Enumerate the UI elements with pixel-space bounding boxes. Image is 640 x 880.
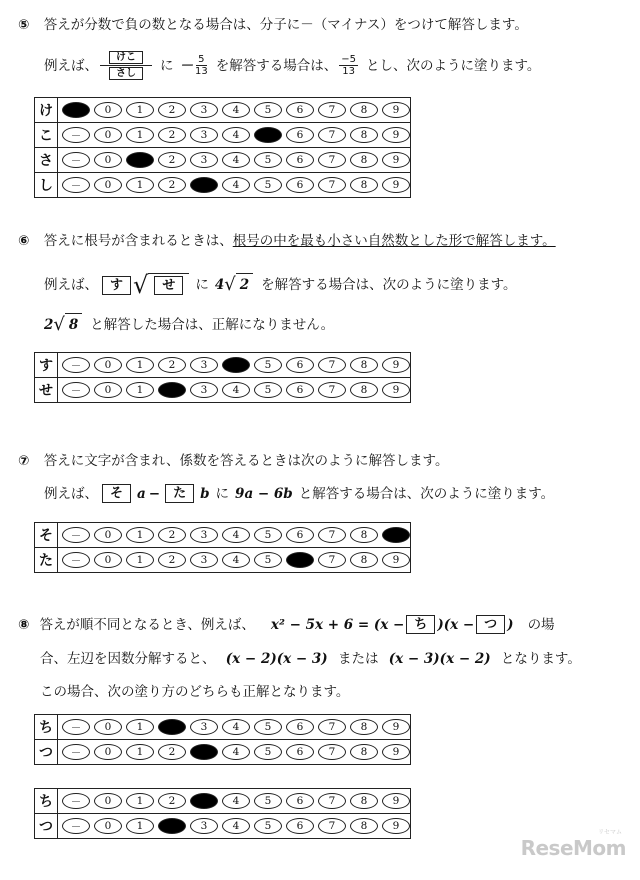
bubble[interactable]: 8 [350, 744, 378, 760]
fraction-numerator-box: けこ [109, 51, 143, 64]
bubble[interactable]: 0 [94, 102, 122, 118]
bubble-filled[interactable]: 9 [382, 527, 410, 543]
bubble-filled[interactable]: 3 [190, 744, 218, 760]
written-numerator: −5 [341, 54, 356, 65]
bubble[interactable]: 4 [222, 127, 250, 143]
bubble[interactable]: 1 [126, 719, 154, 735]
answer-row [35, 715, 410, 740]
bubble[interactable]: 4 [222, 719, 250, 735]
bubble[interactable]: 0 [94, 719, 122, 735]
bubble[interactable]: 2 [158, 527, 186, 543]
radical: √ せ [133, 273, 189, 297]
equation-end: ) [507, 616, 514, 633]
factorization-1: (x − 2)(x − 3) [225, 651, 328, 667]
bubble[interactable]: 2 [158, 177, 186, 193]
bubble[interactable]: 4 [222, 382, 250, 398]
section-text: 答えに文字が含まれ、係数を答えるときは次のように解答します。 [43, 453, 449, 469]
line-text-end: となります。 [500, 651, 581, 667]
bubble[interactable]: 8 [350, 382, 378, 398]
example-text: と解答する場合は、次のように塗ります。 [298, 485, 555, 502]
bubble[interactable]: 4 [222, 793, 250, 809]
bubble[interactable]: 7 [318, 177, 346, 193]
bubble[interactable]: 7 [318, 527, 346, 543]
bubble[interactable]: 3 [190, 818, 218, 834]
bubble-filled[interactable]: 6 [286, 552, 314, 568]
bubble[interactable]: 5 [254, 382, 282, 398]
particle-ni: に [195, 277, 209, 293]
row-label: す [35, 353, 58, 377]
bubble[interactable]: 8 [350, 527, 378, 543]
bubble-filled[interactable]: 2 [158, 382, 186, 398]
bubble[interactable]: 2 [158, 744, 186, 760]
section-8-line-2 [40, 650, 581, 668]
bubble[interactable]: 0 [94, 818, 122, 834]
bubble[interactable]: 9 [382, 102, 410, 118]
answer-sheet-5 [34, 97, 411, 198]
bubble-filled[interactable]: 3 [190, 793, 218, 809]
row-label: つ [35, 740, 58, 764]
answer-row [35, 740, 410, 764]
bubble[interactable]: 9 [382, 177, 410, 193]
bubble[interactable]: 0 [94, 382, 122, 398]
bubble[interactable]: 2 [158, 357, 186, 373]
example-expression: 9a − 6b [235, 485, 293, 502]
bubble[interactable]: 6 [286, 357, 314, 373]
answer-row [35, 98, 410, 123]
answer-row [35, 123, 410, 148]
bubble[interactable]: 9 [382, 744, 410, 760]
written-denominator: 13 [342, 66, 355, 77]
value-fraction [195, 54, 208, 77]
bubble[interactable]: 9 [382, 382, 410, 398]
row-label: ち [35, 715, 58, 739]
bubble[interactable]: 9 [382, 127, 410, 143]
line-text: この場合、次の塗り方のどちらも正解となります。 [40, 684, 350, 700]
bubble[interactable]: 1 [126, 102, 154, 118]
bubble[interactable]: 5 [254, 719, 282, 735]
bubble[interactable]: 9 [382, 152, 410, 168]
example-label: 例えば、 [44, 277, 98, 293]
bubble[interactable]: 7 [318, 152, 346, 168]
bubble[interactable]: 9 [382, 357, 410, 373]
bubble-filled[interactable]: 5 [254, 127, 282, 143]
particle-ni: に [215, 485, 230, 502]
bubble[interactable]: － [62, 127, 90, 143]
bubble[interactable]: 7 [318, 744, 346, 760]
answer-box-se: せ [154, 276, 183, 295]
example-text: を解答する場合は、次のように塗ります。 [261, 277, 517, 293]
answer-box-so: そ [102, 484, 131, 503]
bubble[interactable]: － [62, 177, 90, 193]
row-label: ち [35, 789, 58, 813]
bubble[interactable]: 8 [350, 719, 378, 735]
answer-sheet-6 [34, 352, 411, 403]
row-label: た [35, 548, 58, 572]
bubble-filled[interactable]: 4 [222, 357, 250, 373]
section-number: ⑤ [18, 17, 30, 33]
answer-row [35, 353, 410, 378]
bubble-filled[interactable]: 2 [158, 719, 186, 735]
answer-row [35, 523, 410, 548]
bubble[interactable]: 8 [350, 357, 378, 373]
bubble[interactable]: 1 [126, 127, 154, 143]
factorization-2: (x − 3)(x − 2) [388, 651, 491, 667]
variable-a: a [137, 485, 146, 502]
answer-row [35, 173, 410, 197]
bubble[interactable]: 4 [222, 744, 250, 760]
section-7-example [44, 484, 554, 503]
bubble[interactable]: 4 [222, 152, 250, 168]
bad-coefficient: 2 [44, 317, 54, 333]
bubble[interactable]: 3 [190, 102, 218, 118]
bubble[interactable]: 1 [126, 552, 154, 568]
bubble[interactable]: 1 [126, 527, 154, 543]
bubble[interactable]: 7 [318, 127, 346, 143]
section-8-line-3 [40, 683, 349, 701]
bubble[interactable]: 5 [254, 177, 282, 193]
conjunction: または [337, 651, 379, 667]
bubble[interactable]: 2 [158, 552, 186, 568]
bubble[interactable]: 4 [222, 552, 250, 568]
bubble[interactable]: 7 [318, 793, 346, 809]
bubble[interactable]: 9 [382, 793, 410, 809]
bubble[interactable]: 6 [286, 793, 314, 809]
answer-row [35, 148, 410, 173]
row-label: こ [35, 123, 58, 147]
bubble[interactable]: － [62, 382, 90, 398]
section-number: ⑧ [18, 616, 30, 633]
section-text: 答えが分数で負の数となる場合は、分子に－（マイナス）をつけて解答します。 [43, 17, 528, 33]
bubble[interactable]: 2 [158, 793, 186, 809]
bubble[interactable]: 8 [350, 102, 378, 118]
value-numerator: 5 [198, 54, 205, 65]
bubble[interactable]: 1 [126, 382, 154, 398]
equation-middle: )(x − [437, 616, 475, 633]
line-text: 合、左辺を因数分解すると、 [40, 651, 216, 667]
bubble[interactable]: 6 [286, 152, 314, 168]
example-text: を解答する場合は、 [215, 57, 338, 74]
bubble[interactable]: 1 [126, 177, 154, 193]
bubble[interactable]: 1 [126, 818, 154, 834]
bubble[interactable]: 0 [94, 552, 122, 568]
section-text: 答えに根号が含まれるときは、 [43, 233, 233, 249]
bubble[interactable]: － [62, 552, 90, 568]
bubble[interactable]: － [62, 818, 90, 834]
section-text-emphasis: 根号の中を最も小さい自然数とした形で解答します。 [232, 233, 556, 249]
bubble-filled[interactable]: 2 [158, 818, 186, 834]
bubble[interactable]: 7 [318, 357, 346, 373]
example-label: 例えば、 [44, 485, 98, 502]
bubble[interactable]: 1 [126, 744, 154, 760]
section-6-note [44, 313, 334, 337]
bubble[interactable]: 3 [190, 719, 218, 735]
minus-sign: − [148, 485, 161, 502]
example-text-2: とし、次のように塗ります。 [365, 57, 541, 74]
watermark-sub: リセマム [598, 829, 622, 836]
answer-box-ta: た [165, 484, 194, 503]
bubble[interactable]: 3 [190, 357, 218, 373]
section-text: 答えが順不同となるとき、例えば、 [39, 616, 255, 633]
section-6-heading [18, 232, 556, 250]
bubble[interactable]: － [62, 152, 90, 168]
answer-sheet-7 [34, 522, 411, 573]
bad-radical: √ 8 [53, 313, 82, 337]
bubble[interactable]: 1 [126, 357, 154, 373]
bubble[interactable]: 1 [126, 793, 154, 809]
bubble[interactable]: 2 [158, 127, 186, 143]
answer-box-tsu: つ [476, 615, 505, 634]
bubble[interactable]: 6 [286, 744, 314, 760]
bubble[interactable]: － [62, 719, 90, 735]
row-label: け [35, 98, 58, 122]
bubble[interactable]: － [62, 793, 90, 809]
bubble[interactable]: 5 [254, 793, 282, 809]
answer-row [35, 548, 410, 572]
bubble[interactable]: 2 [158, 152, 186, 168]
bubble[interactable]: 5 [254, 818, 282, 834]
bubble-filled[interactable]: － [62, 102, 90, 118]
row-label: さ [35, 148, 58, 172]
row-label: つ [35, 814, 58, 838]
bubble[interactable]: 7 [318, 719, 346, 735]
bubble[interactable]: 5 [254, 102, 282, 118]
section-6-example [44, 273, 517, 297]
bubble[interactable]: 4 [222, 527, 250, 543]
answer-fraction [100, 50, 152, 81]
resemom-logo: ReseMom [520, 836, 626, 860]
bubble-filled[interactable]: 3 [190, 177, 218, 193]
answer-sheet-8b [34, 788, 411, 839]
bubble[interactable]: 3 [190, 382, 218, 398]
answer-row [35, 814, 410, 838]
bubble[interactable]: － [62, 357, 90, 373]
bubble[interactable]: 4 [222, 818, 250, 834]
bubble[interactable]: 4 [222, 102, 250, 118]
answer-row [35, 789, 410, 814]
answer-row [35, 378, 410, 402]
bubble[interactable]: 7 [318, 102, 346, 118]
row-label: そ [35, 523, 58, 547]
bubble[interactable]: 6 [286, 527, 314, 543]
bubble[interactable]: 0 [94, 152, 122, 168]
bubble[interactable]: 6 [286, 382, 314, 398]
variable-b: b [200, 485, 210, 502]
row-label: せ [35, 378, 58, 402]
bubble[interactable]: 9 [382, 719, 410, 735]
bubble[interactable]: 5 [254, 357, 282, 373]
row-label: し [35, 173, 58, 197]
bubble[interactable]: 5 [254, 152, 282, 168]
bubble[interactable]: 7 [318, 818, 346, 834]
bubble[interactable]: 8 [350, 152, 378, 168]
section-7-heading [18, 452, 448, 470]
bubble[interactable]: 8 [350, 127, 378, 143]
bubble[interactable]: 6 [286, 127, 314, 143]
bubble[interactable]: 6 [286, 177, 314, 193]
section-5-heading [18, 16, 528, 34]
bubble[interactable]: － [62, 744, 90, 760]
bubble[interactable]: 0 [94, 127, 122, 143]
bubble[interactable]: 3 [190, 527, 218, 543]
section-text-tail: の場 [527, 616, 555, 633]
negative-sign: － [179, 57, 193, 74]
bubble[interactable]: 6 [286, 818, 314, 834]
bubble[interactable]: 5 [254, 527, 282, 543]
section-number: ⑥ [18, 233, 30, 249]
radical-value: √ 2 [224, 273, 253, 297]
particle-ni: に [160, 57, 174, 74]
bubble[interactable]: 0 [94, 793, 122, 809]
bubble[interactable]: 6 [286, 719, 314, 735]
section-8-heading [18, 615, 555, 634]
bubble-filled[interactable]: 1 [126, 152, 154, 168]
bubble[interactable]: 8 [350, 177, 378, 193]
bubble[interactable]: 7 [318, 552, 346, 568]
written-fraction [339, 54, 358, 77]
coefficient: 4 [214, 277, 225, 293]
answer-sheet-8a [34, 714, 411, 765]
bubble[interactable]: 8 [350, 818, 378, 834]
fraction-denominator-box: さし [109, 67, 143, 80]
bubble[interactable]: 9 [382, 818, 410, 834]
bubble[interactable]: 3 [190, 127, 218, 143]
bubble[interactable]: 8 [350, 793, 378, 809]
section-5-example [44, 50, 540, 81]
bubble[interactable]: 2 [158, 102, 186, 118]
bubble[interactable]: 5 [254, 744, 282, 760]
bubble[interactable]: 4 [222, 177, 250, 193]
answer-box-su: す [102, 276, 131, 295]
bubble[interactable]: 5 [254, 552, 282, 568]
bubble[interactable]: 7 [318, 382, 346, 398]
answer-box-chi: ち [406, 615, 435, 634]
example-label: 例えば、 [44, 57, 98, 74]
bubble[interactable]: 3 [190, 552, 218, 568]
section-number: ⑦ [18, 453, 30, 469]
bubble[interactable]: 3 [190, 152, 218, 168]
bubble[interactable]: 0 [94, 527, 122, 543]
value-denominator: 13 [195, 66, 208, 77]
equation-left: x² − 5x + 6 = (x − [270, 616, 405, 633]
bubble[interactable]: 0 [94, 744, 122, 760]
bubble[interactable]: 6 [286, 102, 314, 118]
note-text: と解答した場合は、正解になりません。 [90, 317, 335, 333]
bubble[interactable]: 0 [94, 357, 122, 373]
bubble[interactable]: 8 [350, 552, 378, 568]
bubble[interactable]: 0 [94, 177, 122, 193]
bubble[interactable]: 9 [382, 552, 410, 568]
bubble[interactable]: － [62, 527, 90, 543]
